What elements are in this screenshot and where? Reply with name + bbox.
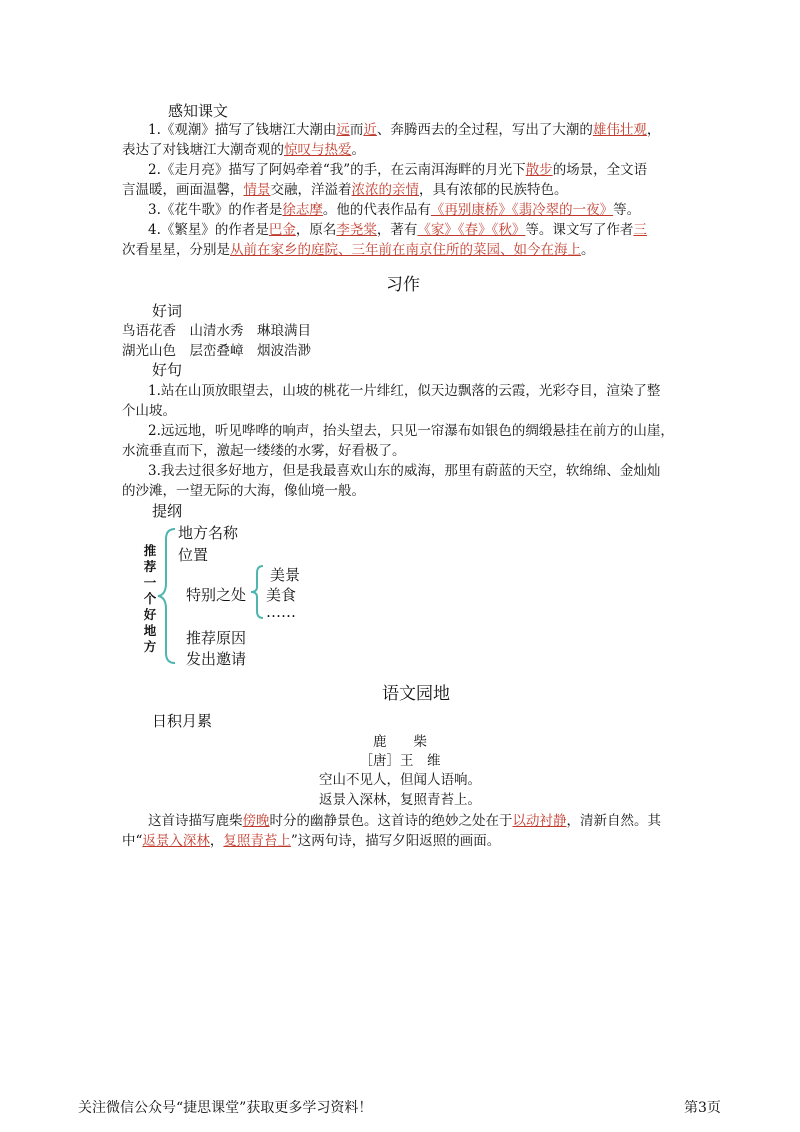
answer: 复照青苔上 [223,833,291,849]
outline-heading: 提纲 [152,502,183,520]
poem-line-1: 空山不见人，但闻人语响。 [319,772,481,788]
poem-note-line-2: 中“返景入深林，复照青苔上”这两句诗，描写夕阳返照的画面。 [122,833,501,849]
answer: 从前在家乡的庭院、三年前在南京住所的菜园、如今在海上 [230,242,581,258]
good-words-heading: 好词 [152,302,183,320]
answer: 李尧棠 [336,222,377,238]
good-sentence-1-line-2: 个山坡。 [122,403,176,419]
answer: 近 [363,122,377,138]
answer: 三 [633,222,647,238]
answer: 惊叹与热爱 [284,142,352,158]
outline-root-label: 推 荐 一 个 好 地 方 [143,543,157,654]
writing-title: 习作 [386,275,420,295]
poem-note-line-1: 这首诗描写鹿柴傍晚时分的幽静景色。这首诗的绝妙之处在于以动衬静，清新自然。其 [148,813,661,829]
good-sentence-3-line-1: 3.我去过很多好地方，但是我最喜欢山东的威海，那里有蔚蓝的天空，软绵绵、金灿灿 [148,463,661,479]
perceive-item-2-line-2: 言温暖，画面温馨，情景交融，洋溢着浓浓的亲情，具有浓郁的民族特色。 [122,182,568,198]
page-number: 第3页 [684,1100,721,1116]
perceive-item-1-line-2: 表达了对钱塘江大潮奇观的惊叹与热爱。 [122,142,365,158]
outline-item-special: 特别之处 [186,586,247,604]
poem-title: 鹿 柴 [373,734,427,750]
garden-title: 语文园地 [382,684,450,704]
perceive-heading: 感知课文 [168,102,229,120]
good-sentences-heading: 好句 [152,361,183,379]
outline-brace-sub [248,563,266,621]
answer: 《再别康桥》《翡冷翠的一夜》 [430,202,614,218]
outline-item-food: 美食 [266,586,297,604]
outline-item-reason: 推荐原因 [186,629,247,647]
answer: 雄伟壮观 [592,122,647,138]
answer: 巴金 [268,222,296,238]
perceive-item-2-line-1: 2.《走月亮》描写了阿妈牵着“我”的手，在云南洱海畔的月光下散步的场景，全文语 [148,162,648,178]
outline-brace-main [155,525,179,667]
answer: 情景 [243,182,271,198]
answer: 《家》《春》《秋》 [417,222,526,238]
outline-item-name: 地方名称 [178,524,239,542]
answer: 浓浓的亲情 [351,182,419,198]
poem-author: ［唐］王 维 [359,753,441,769]
outline-item-invite: 发出邀请 [186,650,247,668]
answer: 傍晚 [242,813,270,829]
good-words-row: 鸟语花香 山清水秀 琳琅满目 [122,323,311,339]
answer: 以动衬静 [512,813,567,829]
outline-item-more: …… [266,603,296,621]
good-sentence-2-line-1: 2.远远地，听见哗哗的响声，抬头望去，只见一帘瀑布如银色的绸缎悬挂在前方的山崖， [148,423,674,439]
poem-line-2: 返景入深林，复照青苔上。 [319,792,481,808]
perceive-item-4-line-1: 4.《繁星》的作者是巴金，原名李尧棠，著有《家》《春》《秋》等。课文写了作者三 [148,222,647,238]
footer-promo: 关注微信公众号“捷思课堂”获取更多学习资料！ [78,1100,373,1116]
garden-heading: 日积月累 [152,712,213,730]
good-sentence-2-line-2: 水流垂直而下，激起一缕缕的水雾，好看极了。 [122,443,406,459]
good-sentence-3-line-2: 的沙滩，一望无际的大海，像仙境一般。 [122,483,365,499]
answer: 徐志摩 [282,202,323,218]
good-sentence-1-line-1: 1.站在山顶放眼望去，山坡的桃花一片绯红，似天边飘落的云霞，光彩夺目，渲染了整 [148,383,661,399]
answer: 返景入深林 [142,833,210,849]
perceive-item-1-line-1: 1.《观潮》描写了钱塘江大潮由远而近、奔腾西去的全过程，写出了大潮的雄伟壮观， [148,122,661,138]
good-words-row: 湖光山色 层峦叠嶂 烟波浩渺 [122,343,311,359]
answer: 散步 [525,162,553,178]
outline-item-location: 位置 [178,546,209,564]
perceive-item-4-line-2: 次看星星，分别是从前在家乡的庭院、三年前在南京住所的菜园、如今在海上。 [122,242,595,258]
perceive-item-3: 3.《花牛歌》的作者是徐志摩。他的代表作品有《再别康桥》《翡冷翠的一夜》等。 [148,202,641,218]
outline-item-scenery: 美景 [270,566,301,584]
answer: 远 [336,122,350,138]
